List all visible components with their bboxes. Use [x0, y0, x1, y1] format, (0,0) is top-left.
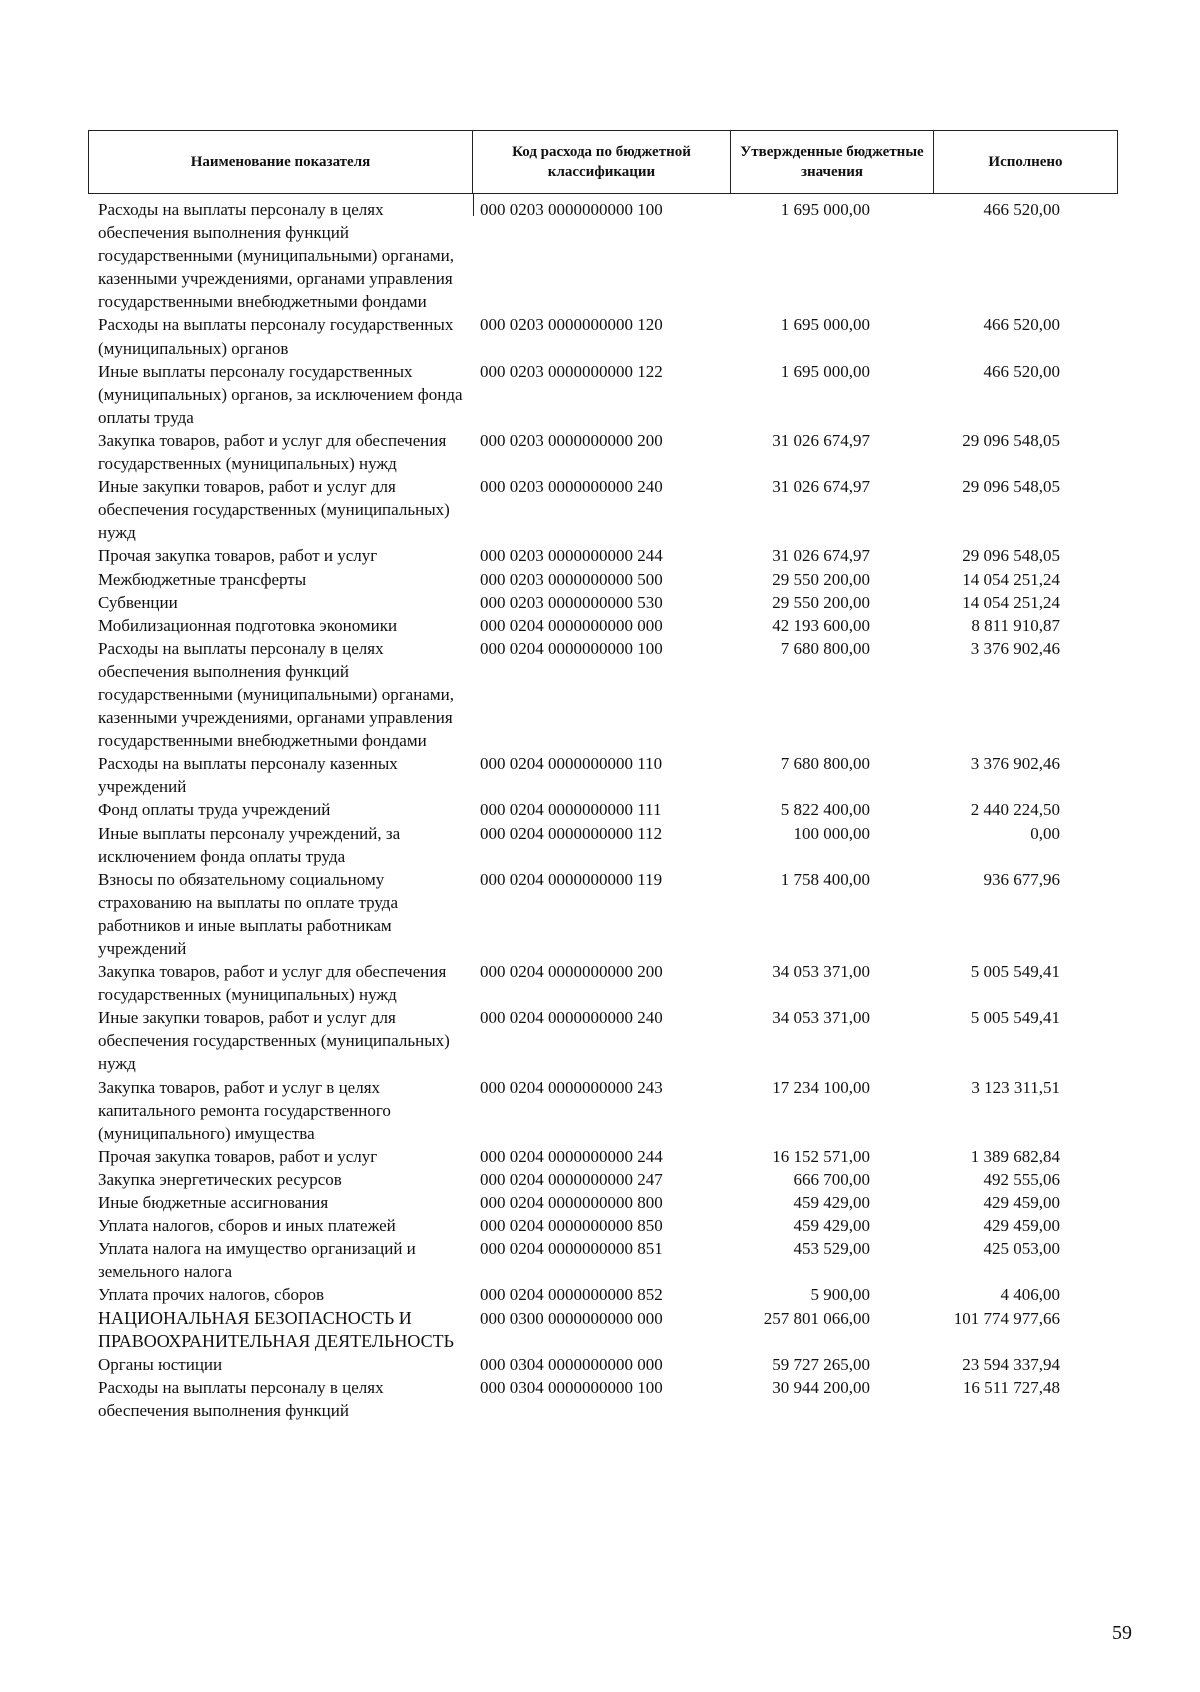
row-approved: 453 529,00	[793, 1239, 870, 1259]
row-approved: 100 000,00	[793, 823, 870, 843]
row-name: Расходы на выплаты персоналу в целях обеспечения выполнения функций	[98, 1377, 384, 1420]
row-code: 000 0203 0000000000 120	[480, 315, 663, 335]
row-approved: 7 680 800,00	[780, 754, 870, 774]
row-name: Расходы на выплаты персоналу в целях обеспечения выполнения функций государственными (муниципальными) органами, казенными учреждениями, органами управления государственными внебюджетными фондами	[98, 638, 454, 751]
row-code: 000 0304 0000000000 000	[480, 1354, 663, 1374]
row-name: Уплата налога на имущество организаций и земельного налога	[98, 1239, 416, 1282]
row-name: Иные закупки товаров, работ и услуг для обеспечения государственных (муниципальных) нужд	[98, 477, 450, 543]
table-row	[98, 1307, 1118, 1353]
row-code: 000 0203 0000000000 122	[480, 361, 663, 381]
row-code: 000 0204 0000000000 200	[480, 962, 663, 982]
header-code: Код расхода по бюджетной классификации	[473, 131, 731, 193]
row-executed: 14 054 251,24	[962, 569, 1060, 589]
row-code: 000 0204 0000000000 111	[480, 800, 662, 820]
table-row	[98, 822, 1118, 868]
row-code: 000 0203 0000000000 500	[480, 569, 663, 589]
row-executed: 2 440 224,50	[970, 800, 1060, 820]
row-name: Иные выплаты персоналу государственных (муниципальных) органов, за исключением фонда оплаты труда	[98, 361, 463, 427]
table-row	[98, 1006, 1118, 1075]
row-approved: 1 695 000,00	[780, 361, 870, 381]
row-executed: 466 520,00	[983, 361, 1060, 381]
table-row	[98, 1076, 1118, 1145]
table-row	[98, 752, 1118, 798]
row-code: 000 0204 0000000000 112	[480, 823, 663, 843]
row-name: НАЦИОНАЛЬНАЯ БЕЗОПАСНОСТЬ И ПРАВООХРАНИТЕЛЬНАЯ ДЕЯТЕЛЬНОСТЬ	[98, 1307, 454, 1351]
header-approved: Утвержденные бюджетные значения	[731, 131, 934, 193]
table-row	[98, 614, 1118, 637]
row-name: Закупка товаров, работ и услуг для обеспечения государственных (муниципальных) нужд	[98, 962, 447, 1005]
row-approved: 7 680 800,00	[780, 638, 870, 658]
row-executed: 23 594 337,94	[962, 1354, 1060, 1374]
header-executed: Исполнено	[988, 154, 1063, 170]
row-executed: 936 677,96	[983, 869, 1060, 889]
row-executed: 29 096 548,05	[962, 477, 1060, 497]
row-name: Фонд оплаты труда учреждений	[98, 800, 331, 820]
row-code: 000 0203 0000000000 100	[480, 200, 663, 219]
row-approved: 31 026 674,97	[772, 546, 870, 566]
row-executed: 1 389 682,84	[970, 1146, 1060, 1166]
row-name: Расходы на выплаты персоналу государственных (муниципальных) органов	[98, 315, 454, 358]
table-row	[98, 475, 1118, 544]
row-name: Прочая закупка товаров, работ и услуг	[98, 546, 378, 566]
table-row	[98, 198, 1118, 313]
table-row	[98, 637, 1118, 752]
row-name: Закупка энергетических ресурсов	[98, 1169, 342, 1189]
row-name: Закупка товаров, работ и услуг для обеспечения государственных (муниципальных) нужд	[98, 430, 447, 474]
row-approved: 666 700,00	[793, 1169, 870, 1189]
row-code: 000 0204 0000000000 119	[480, 869, 663, 889]
row-executed: 492 555,06	[983, 1169, 1060, 1189]
row-approved: 1 695 000,00	[780, 315, 870, 335]
row-approved: 16 152 571,00	[772, 1146, 870, 1166]
table-row	[98, 960, 1118, 1006]
row-code: 000 0204 0000000000 850	[480, 1216, 663, 1236]
row-approved: 17 234 100,00	[772, 1077, 870, 1097]
table-row	[98, 1214, 1118, 1237]
table-row	[98, 360, 1118, 429]
row-name: Мобилизационная подготовка экономики	[98, 615, 398, 635]
row-code: 000 0304 0000000000 100	[480, 1377, 663, 1397]
row-code: 000 0204 0000000000 110	[480, 754, 663, 774]
row-code: 000 0204 0000000000 100	[480, 638, 663, 658]
row-name: Иные закупки товаров, работ и услуг для обеспечения государственных (муниципальных) нужд	[98, 1008, 450, 1074]
row-executed: 429 459,00	[983, 1216, 1060, 1236]
row-code: 000 0204 0000000000 851	[480, 1239, 663, 1259]
table-row	[98, 1191, 1118, 1214]
row-name: Межбюджетные трансферты	[98, 569, 307, 589]
row-code: 000 0203 0000000000 200	[480, 430, 663, 450]
row-approved: 29 550 200,00	[772, 569, 870, 589]
row-approved: 257 801 066,00	[763, 1308, 870, 1328]
row-name: Прочая закупка товаров, работ и услуг	[98, 1146, 378, 1166]
row-approved: 31 026 674,97	[772, 430, 870, 450]
table-row	[98, 544, 1118, 567]
row-executed: 14 054 251,24	[962, 592, 1060, 612]
row-code: 000 0204 0000000000 000	[480, 615, 663, 635]
row-approved: 30 944 200,00	[772, 1377, 870, 1397]
row-code: 000 0203 0000000000 240	[480, 477, 663, 497]
table-body	[98, 198, 1118, 1422]
row-approved: 29 550 200,00	[772, 592, 870, 612]
row-approved: 31 026 674,97	[772, 477, 870, 497]
row-executed: 429 459,00	[983, 1193, 1060, 1213]
row-name: Уплата прочих налогов, сборов	[98, 1285, 324, 1305]
row-code: 000 0300 0000000000 000	[480, 1308, 663, 1328]
row-executed: 3 376 902,46	[970, 754, 1060, 774]
row-executed: 29 096 548,05	[962, 430, 1060, 450]
row-code: 000 0204 0000000000 243	[480, 1077, 663, 1097]
row-name: Органы юстиции	[98, 1354, 223, 1374]
row-name: Субвенции	[98, 592, 178, 612]
row-approved: 5 900,00	[810, 1285, 870, 1305]
table-row	[98, 1237, 1118, 1283]
row-executed: 3 376 902,46	[970, 638, 1060, 658]
table-row	[98, 1353, 1118, 1376]
row-code: 000 0203 0000000000 244	[480, 546, 663, 566]
row-approved: 459 429,00	[793, 1193, 870, 1213]
table-row	[98, 568, 1118, 591]
row-name: Взносы по обязательному социальному страхованию на выплаты по оплате труда работников и иные выплаты работникам учреждений	[98, 869, 398, 958]
row-name: Расходы на выплаты персоналу казенных учреждений	[98, 754, 398, 797]
row-executed: 466 520,00	[983, 200, 1060, 219]
row-name: Уплата налогов, сборов и иных платежей	[98, 1216, 396, 1236]
table-row	[98, 868, 1118, 960]
row-approved: 34 053 371,00	[772, 1008, 870, 1028]
table-row	[98, 591, 1118, 614]
row-name: Иные выплаты персоналу учреждений, за исключением фонда оплаты труда	[98, 823, 401, 866]
table-row	[98, 1376, 1118, 1422]
row-name: Иные бюджетные ассигнования	[98, 1193, 329, 1213]
row-approved: 459 429,00	[793, 1216, 870, 1236]
row-code: 000 0204 0000000000 244	[480, 1146, 663, 1166]
row-executed: 4 406,00	[1000, 1285, 1060, 1305]
page-number: 59	[1112, 1622, 1132, 1644]
table-row	[98, 798, 1118, 821]
row-executed: 8 811 910,87	[971, 615, 1060, 635]
table-row	[98, 429, 1118, 475]
row-approved: 1 758 400,00	[780, 869, 870, 889]
row-code: 000 0204 0000000000 852	[480, 1285, 663, 1305]
row-approved: 5 822 400,00	[780, 800, 870, 820]
row-executed: 5 005 549,41	[970, 1008, 1060, 1028]
row-approved: 1 695 000,00	[780, 200, 870, 219]
header-name: Наименование показателя	[89, 131, 473, 193]
table-row	[98, 1283, 1118, 1306]
row-code: 000 0204 0000000000 247	[480, 1169, 663, 1189]
row-executed: 16 511 727,48	[962, 1377, 1060, 1397]
table-row	[98, 1145, 1118, 1168]
row-name: Расходы на выплаты персоналу в целях обеспечения выполнения функций государственными (муниципальными) органами, казенными учреждениями, органами управления государственными внебюджетными фондами	[98, 200, 454, 312]
row-executed: 29 096 548,05	[962, 546, 1060, 566]
table-row	[98, 1168, 1118, 1191]
row-code: 000 0204 0000000000 240	[480, 1008, 663, 1028]
row-approved: 42 193 600,00	[772, 615, 870, 635]
row-executed: 3 123 311,51	[971, 1077, 1060, 1097]
row-executed: 101 774 977,66	[953, 1308, 1060, 1328]
row-executed: 425 053,00	[983, 1239, 1060, 1259]
row-executed: 0,00	[1030, 823, 1060, 843]
table-row	[98, 313, 1118, 359]
row-approved: 34 053 371,00	[772, 962, 870, 982]
row-code: 000 0203 0000000000 530	[480, 592, 663, 612]
row-executed: 466 520,00	[983, 315, 1060, 335]
row-code: 000 0204 0000000000 800	[480, 1193, 663, 1213]
table-header	[88, 130, 1118, 194]
row-approved: 59 727 265,00	[772, 1354, 870, 1374]
row-name: Закупка товаров, работ и услуг в целях капитального ремонта государственного (муниципального) имущества	[98, 1077, 391, 1143]
row-executed: 5 005 549,41	[970, 962, 1060, 982]
